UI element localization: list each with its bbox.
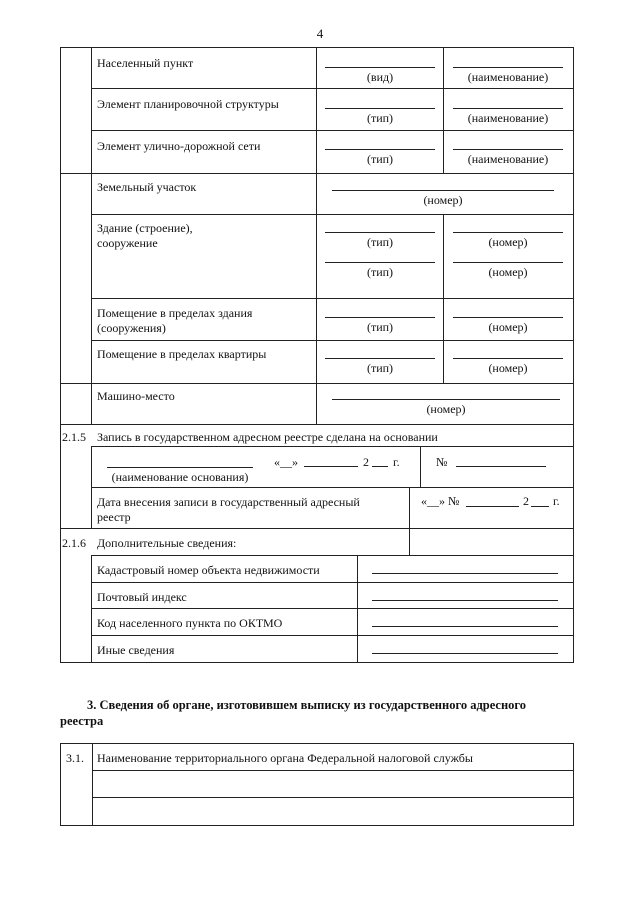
row-label-tax-authority: Наименование территориального органа Федеральной налоговой службы	[97, 751, 473, 765]
block-divider-3	[60, 424, 574, 425]
b1-row-line-1	[91, 88, 574, 89]
b2-col-line-b	[443, 214, 444, 383]
block-divider-7	[91, 555, 574, 556]
row-label-other: Иные сведения	[97, 643, 175, 657]
entry-date-value: «__» №	[421, 494, 460, 508]
blank-line	[325, 149, 435, 150]
blank-line	[325, 358, 435, 359]
caption-vid: (вид)	[366, 70, 394, 84]
blank-line	[304, 466, 358, 467]
caption-type: (тип)	[366, 111, 394, 125]
s216-col-line	[357, 555, 358, 663]
blank-line	[372, 573, 558, 574]
row-label-oktmo: Код населенного пункта по ОКТМО	[97, 616, 283, 630]
caption-type: (тип)	[366, 320, 394, 334]
blank-line	[332, 399, 560, 400]
row-label-settlement: Населенный пункт	[97, 56, 194, 70]
s216-row-line-3	[91, 635, 574, 636]
row-label-postal: Почтовый индекс	[97, 590, 187, 604]
b2-row-line-2	[91, 298, 574, 299]
blank-line	[325, 232, 435, 233]
s215-col-line-2	[409, 487, 410, 555]
blank-line	[332, 190, 554, 191]
blank-line	[453, 317, 563, 318]
entry-date-label-2: реестр	[97, 510, 131, 524]
caption-type: (тип)	[366, 235, 394, 249]
blank-line	[325, 317, 435, 318]
year-prefix: 2	[363, 455, 369, 469]
blank-line	[453, 149, 563, 150]
section-title-216: Дополнительные сведения:	[97, 536, 237, 550]
s3-border-top	[60, 743, 574, 744]
row-label-street: Элемент улично-дорожной сети	[97, 139, 261, 153]
number-sign: №	[436, 455, 448, 469]
table-border-top	[60, 47, 574, 48]
entry-date-label-1: Дата внесения записи в государственный адресный	[97, 495, 360, 509]
b2-col-line-a	[316, 173, 317, 383]
num-col-divider-1	[91, 47, 92, 424]
b1-col-line-2	[443, 47, 444, 173]
section-number-31: 3.1.	[66, 751, 84, 765]
s215-col-line-1	[420, 446, 421, 487]
blank-line	[372, 466, 388, 467]
table-border-bottom	[60, 662, 574, 663]
blank-line	[325, 108, 435, 109]
b2-row-line-3	[91, 340, 574, 341]
block-divider-4	[91, 446, 574, 447]
section3-heading-2: реестра	[60, 714, 104, 728]
entry-year-suffix: г.	[553, 494, 560, 508]
row-label-building-1: Здание (строение),	[97, 221, 193, 235]
row-label-building-2: сооружение	[97, 236, 158, 250]
s3-border-left	[60, 743, 61, 826]
blank-line	[453, 358, 563, 359]
s3-col-line	[92, 743, 93, 826]
blank-line	[325, 67, 435, 68]
blank-line	[456, 466, 546, 467]
block-divider-6	[60, 528, 574, 529]
s3-row-line-2	[92, 797, 574, 798]
caption-number: (номер)	[488, 265, 528, 279]
b1-col-line-1	[316, 47, 317, 173]
blank-line	[453, 262, 563, 263]
s216-row-line-2	[91, 608, 574, 609]
row-label-cadastral: Кадастровый номер объекта недвижимости	[97, 563, 320, 577]
table-border-right	[573, 47, 574, 663]
caption-name: (наименование)	[467, 111, 549, 125]
b3-col-line	[316, 383, 317, 424]
s3-border-right	[573, 743, 574, 826]
row-label-premise-flat: Помещение в пределах квартиры	[97, 347, 267, 361]
blank-line	[372, 600, 558, 601]
date-open: «__»	[274, 455, 298, 469]
caption-number: (номер)	[426, 402, 466, 416]
page-number: 4	[316, 26, 324, 41]
caption-number: (номер)	[488, 235, 528, 249]
caption-type: (тип)	[366, 265, 394, 279]
caption-basis: (наименование основания)	[111, 470, 249, 484]
blank-line	[372, 653, 558, 654]
b2-row-line-1	[91, 214, 574, 215]
s3-border-bottom	[60, 825, 574, 826]
blank-line	[453, 67, 563, 68]
section-number-216: 2.1.6	[62, 536, 86, 550]
row-label-premise-building-1: Помещение в пределах здания	[97, 306, 253, 320]
blank-line	[453, 232, 563, 233]
section-title-215: Запись в государственном адресном реестре сделана на основании	[97, 430, 438, 444]
table-border-left	[60, 47, 61, 663]
row-label-planning: Элемент планировочной структуры	[97, 97, 279, 111]
s216-row-line-1	[91, 582, 574, 583]
blank-line	[531, 506, 549, 507]
num-col-divider-3	[91, 555, 92, 663]
caption-name: (наименование)	[467, 152, 549, 166]
row-label-land: Земельный участок	[97, 180, 197, 194]
caption-name: (наименование)	[467, 70, 549, 84]
caption-type: (тип)	[366, 152, 394, 166]
blank-line	[453, 108, 563, 109]
blank-line	[325, 262, 435, 263]
caption-number: (номер)	[488, 320, 528, 334]
section3-heading-1: 3. Сведения об органе, изготовившем выписку из государственного адресного	[87, 698, 527, 712]
blank-line	[372, 626, 558, 627]
block-divider-1	[60, 173, 574, 174]
block-divider-5	[91, 487, 574, 488]
b1-row-line-2	[91, 130, 574, 131]
caption-number: (номер)	[488, 361, 528, 375]
blank-line	[466, 506, 519, 507]
row-label-parking: Машино-место	[97, 389, 175, 403]
caption-type: (тип)	[366, 361, 394, 375]
s3-row-line-1	[92, 770, 574, 771]
caption-number: (номер)	[423, 193, 463, 207]
year-suffix: г.	[393, 455, 400, 469]
blank-line	[107, 467, 253, 468]
entry-year-prefix: 2	[523, 494, 529, 508]
section-number-215: 2.1.5	[62, 430, 86, 444]
block-divider-2	[60, 383, 574, 384]
row-label-premise-building-2: (сооружения)	[97, 321, 166, 335]
